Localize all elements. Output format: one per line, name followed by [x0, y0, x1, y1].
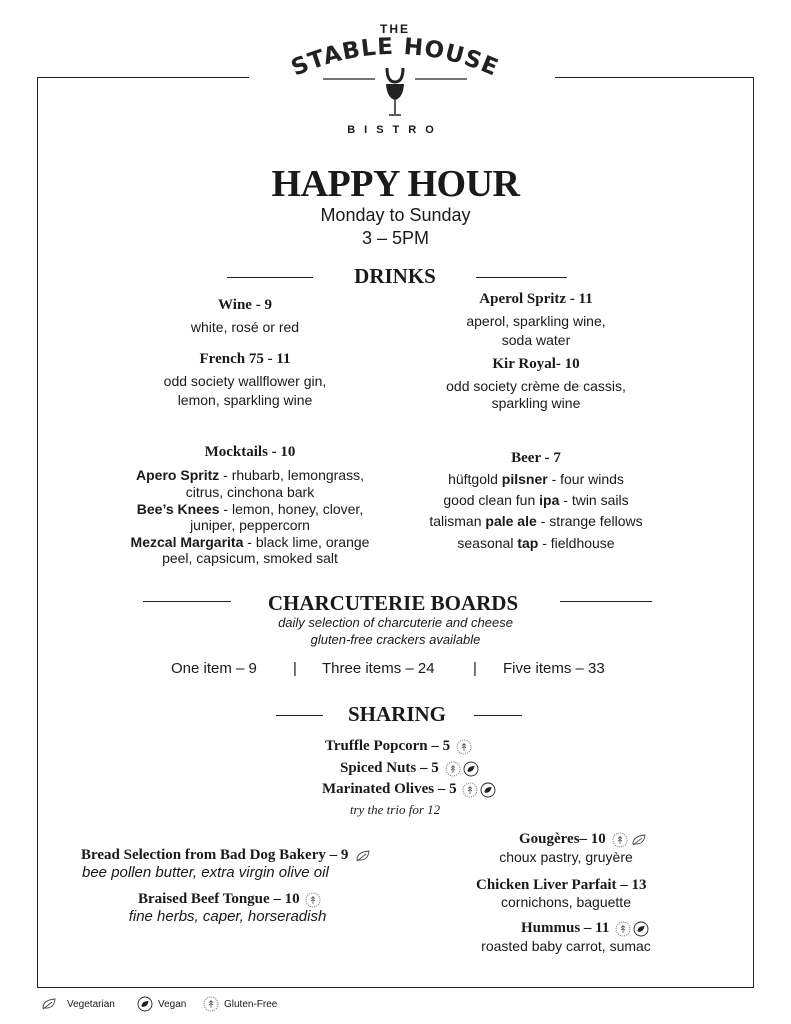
parfait-desc: cornichons, baguette — [501, 894, 631, 910]
beer-item — [416, 512, 656, 531]
kir-desc-1: odd society crème de cassis, — [446, 378, 626, 394]
french75-title: French 75 - 11 — [199, 351, 291, 367]
beer-brewery: - twin sails — [559, 492, 629, 508]
wheat-circle-icon — [462, 782, 478, 798]
wine-desc: white, rosé or red — [190, 319, 300, 335]
beer-brewery: - four winds — [547, 471, 624, 487]
legend-gluten-free — [203, 995, 277, 1013]
gougeres-desc: choux pastry, gruyère — [499, 849, 633, 865]
sharing-rule-right — [474, 715, 522, 716]
logo-the: THE — [380, 22, 410, 36]
hummus-item — [521, 920, 649, 937]
vegetarian-leaf-icon — [40, 996, 60, 1012]
mocktail-desc-2: citrus, cinchona bark — [185, 484, 315, 500]
legend-vegan — [137, 995, 186, 1013]
drinks-rule-left — [227, 277, 313, 278]
sharing-heading: SHARING — [347, 702, 447, 726]
bread-desc: bee pollen butter, extra virgin olive oil — [82, 864, 329, 881]
beer-style: tap — [517, 535, 539, 551]
days-text: Monday to Sunday — [320, 205, 471, 225]
frame-right-line — [753, 77, 754, 988]
aperol-title: Aperol Spritz - 11 — [479, 291, 593, 307]
gougeres-item — [519, 831, 648, 848]
charcuterie-heading: CHARCUTERIE BOARDS — [267, 591, 519, 615]
hummus-desc: roasted baby carrot, sumac — [481, 938, 651, 954]
gougeres-title: Gougères– 10 — [519, 831, 606, 847]
olives-title: Marinated Olives – 5 — [322, 781, 457, 797]
kir-desc-2: sparkling wine — [491, 395, 581, 411]
frame-top-left-line — [37, 77, 249, 78]
mocktail-desc: - black lime, orange — [243, 534, 370, 550]
charcuterie-option: One item – 9 — [171, 660, 257, 677]
beer-brand: seasonal — [457, 535, 518, 551]
charcuterie-option: Three items – 24 — [322, 660, 435, 677]
vegetarian-leaf-icon — [354, 848, 372, 864]
aperol-desc-2: soda water — [501, 332, 571, 348]
olives-item — [322, 781, 496, 798]
beer-item — [426, 470, 646, 489]
beer-style: pale ale — [485, 513, 537, 529]
page-title: HAPPY HOUR — [271, 163, 520, 205]
aperol-desc-1: aperol, sparkling wine, — [466, 313, 606, 329]
wheat-circle-icon — [615, 921, 631, 937]
mocktails-title: Mocktails - 10 — [204, 444, 296, 460]
popcorn-item — [325, 738, 472, 755]
beer-style: ipa — [539, 492, 560, 508]
vegan-leaf-icon — [633, 921, 649, 937]
legend-vegetarian — [40, 995, 115, 1013]
mocktail-desc: - lemon, honey, clover, — [219, 501, 364, 517]
vegetarian-leaf-icon — [630, 832, 648, 848]
frame-bottom-line — [37, 987, 754, 988]
mocktail-name: Mezcal Margarita — [130, 534, 244, 550]
beer-style: pilsner — [501, 471, 548, 487]
bread-item — [81, 847, 372, 864]
mocktail-desc-2: juniper, peppercorn — [190, 517, 310, 533]
wine-title: Wine - 9 — [218, 297, 272, 313]
logo-bistro: BISTRO — [347, 124, 443, 136]
bread-title: Bread Selection from Bad Dog Bakery – 9 — [81, 847, 349, 863]
wheat-circle-icon — [203, 996, 219, 1012]
wheat-circle-icon — [456, 739, 472, 755]
tongue-item — [138, 891, 321, 908]
frame-left-line — [37, 77, 38, 988]
option-separator: | — [293, 660, 297, 677]
trio-note: try the trio for 12 — [349, 802, 441, 817]
nuts-title: Spiced Nuts – 5 — [340, 760, 439, 776]
beer-title: Beer - 7 — [511, 450, 561, 466]
vegan-leaf-icon — [137, 996, 153, 1012]
charcuterie-desc-1: daily selection of charcuterie and cheese — [278, 615, 513, 630]
charcuterie-rule-left — [143, 601, 231, 602]
tongue-desc: fine herbs, caper, horseradish — [128, 908, 327, 925]
vegan-leaf-icon — [480, 782, 496, 798]
french75-desc-2: lemon, sparkling wine — [177, 392, 313, 408]
hummus-title: Hummus – 11 — [521, 920, 610, 936]
svg-text:STABLE HOUSE — [288, 34, 503, 82]
charcuterie-rule-right — [560, 601, 652, 602]
frame-top-right-line — [555, 77, 754, 78]
drinks-rule-right — [476, 277, 567, 278]
beer-brewery: - strange fellows — [536, 513, 643, 529]
beer-item — [426, 534, 646, 553]
nuts-item — [340, 760, 479, 777]
logo-name: STABLE HOUSE — [287, 33, 503, 82]
parfait-title: Chicken Liver Parfait – 13 — [476, 877, 647, 893]
tongue-title: Braised Beef Tongue – 10 — [138, 891, 300, 907]
drinks-heading: DRINKS — [354, 264, 436, 288]
popcorn-title: Truffle Popcorn – 5 — [325, 738, 451, 754]
beer-brand: good clean fun — [443, 492, 540, 508]
beer-brand: talisman — [429, 513, 486, 529]
mocktail-desc: - rhubarb, lemongrass, — [219, 467, 364, 483]
kir-title: Kir Royal- 10 — [492, 356, 580, 372]
wheat-circle-icon — [445, 761, 461, 777]
mocktail-name: Bee’s Knees — [136, 501, 220, 517]
wheat-circle-icon — [305, 892, 321, 908]
beer-brand: hüftgold — [448, 471, 502, 487]
option-separator: | — [473, 660, 477, 677]
mocktail-name: Apero Spritz — [136, 467, 220, 483]
charcuterie-option: Five items – 33 — [503, 660, 605, 677]
vegan-leaf-icon — [463, 761, 479, 777]
mocktail-desc-2: peel, capsicum, smoked salt — [162, 550, 338, 566]
logo-mark — [275, 30, 515, 122]
charcuterie-desc-2: gluten-free crackers available — [310, 632, 481, 647]
wheat-circle-icon — [612, 832, 628, 848]
legend-vegan-label: Vegan — [158, 998, 187, 1010]
beer-brewery: - fieldhouse — [538, 535, 615, 551]
time-text: 3 – 5PM — [361, 228, 430, 248]
beer-item — [426, 491, 646, 510]
legend-gluten-free-label: Gluten-Free — [224, 998, 278, 1010]
sharing-rule-left — [276, 715, 323, 716]
french75-desc-1: odd society wallflower gin, — [163, 373, 327, 389]
legend-vegetarian-label: Vegetarian — [67, 998, 115, 1010]
